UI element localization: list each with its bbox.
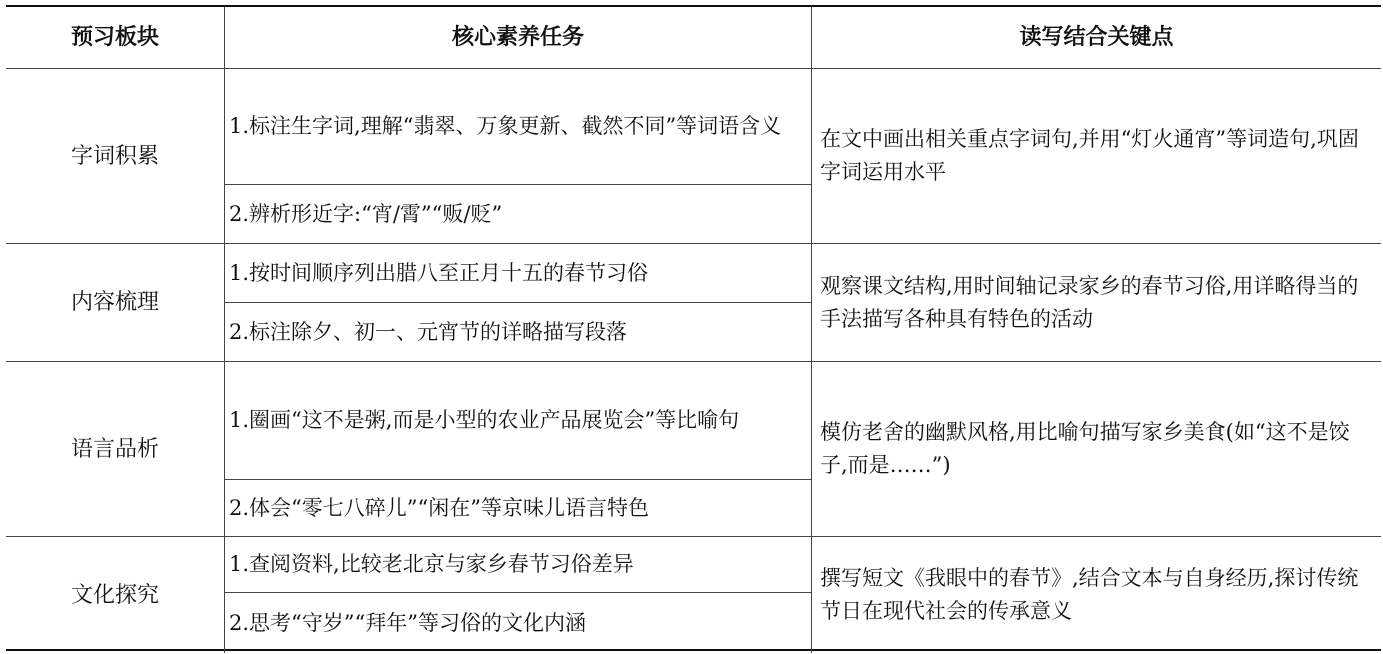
task-cell: 1.按时间顺序列出腊八至正月十五的春节习俗: [225, 244, 812, 303]
task-cell: 2.辨析形近字:“宵/霄”“贩/贬”: [225, 185, 812, 244]
module-cell: 语言品析: [6, 362, 225, 537]
task-cell: 2.标注除夕、初一、元宵节的详略描写段落: [225, 303, 812, 362]
key-point-cell: 模仿老舍的幽默风格,用比喻句描写家乡美食(如“这不是饺子,而是……”): [812, 362, 1381, 537]
header-module: 预习板块: [6, 7, 225, 69]
task-cell: 1.圈画“这不是粥,而是小型的农业产品展览会”等比喻句: [225, 362, 812, 480]
key-point-cell: 在文中画出相关重点字词句,并用“灯火通宵”等词造句,巩固字词运用水平: [812, 69, 1381, 244]
task-cell: 2.体会“零七八碎儿”“闲在”等京味儿语言特色: [225, 480, 812, 537]
preview-task-table: [6, 5, 1381, 651]
task-cell: 2.思考“守岁”“拜年”等习俗的文化内涵: [225, 593, 812, 653]
header-core-task: 核心素养任务: [225, 7, 812, 69]
header-key-point: 读写结合关键点: [812, 7, 1381, 69]
module-cell: 字词积累: [6, 69, 225, 244]
module-cell: 内容梳理: [6, 244, 225, 362]
key-point-cell: 观察课文结构,用时间轴记录家乡的春节习俗,用详略得当的手法描写各种具有特色的活动: [812, 244, 1381, 362]
key-point-cell: 撰写短文《我眼中的春节》,结合文本与自身经历,探讨传统节日在现代社会的传承意义: [820, 566, 1359, 623]
task-cell: 1.标注生字词,理解“翡翠、万象更新、截然不同”等词语含义: [225, 69, 812, 185]
task-cell: 1.查阅资料,比较老北京与家乡春节习俗差异: [225, 537, 812, 593]
module-cell: 文化探究: [6, 537, 225, 653]
